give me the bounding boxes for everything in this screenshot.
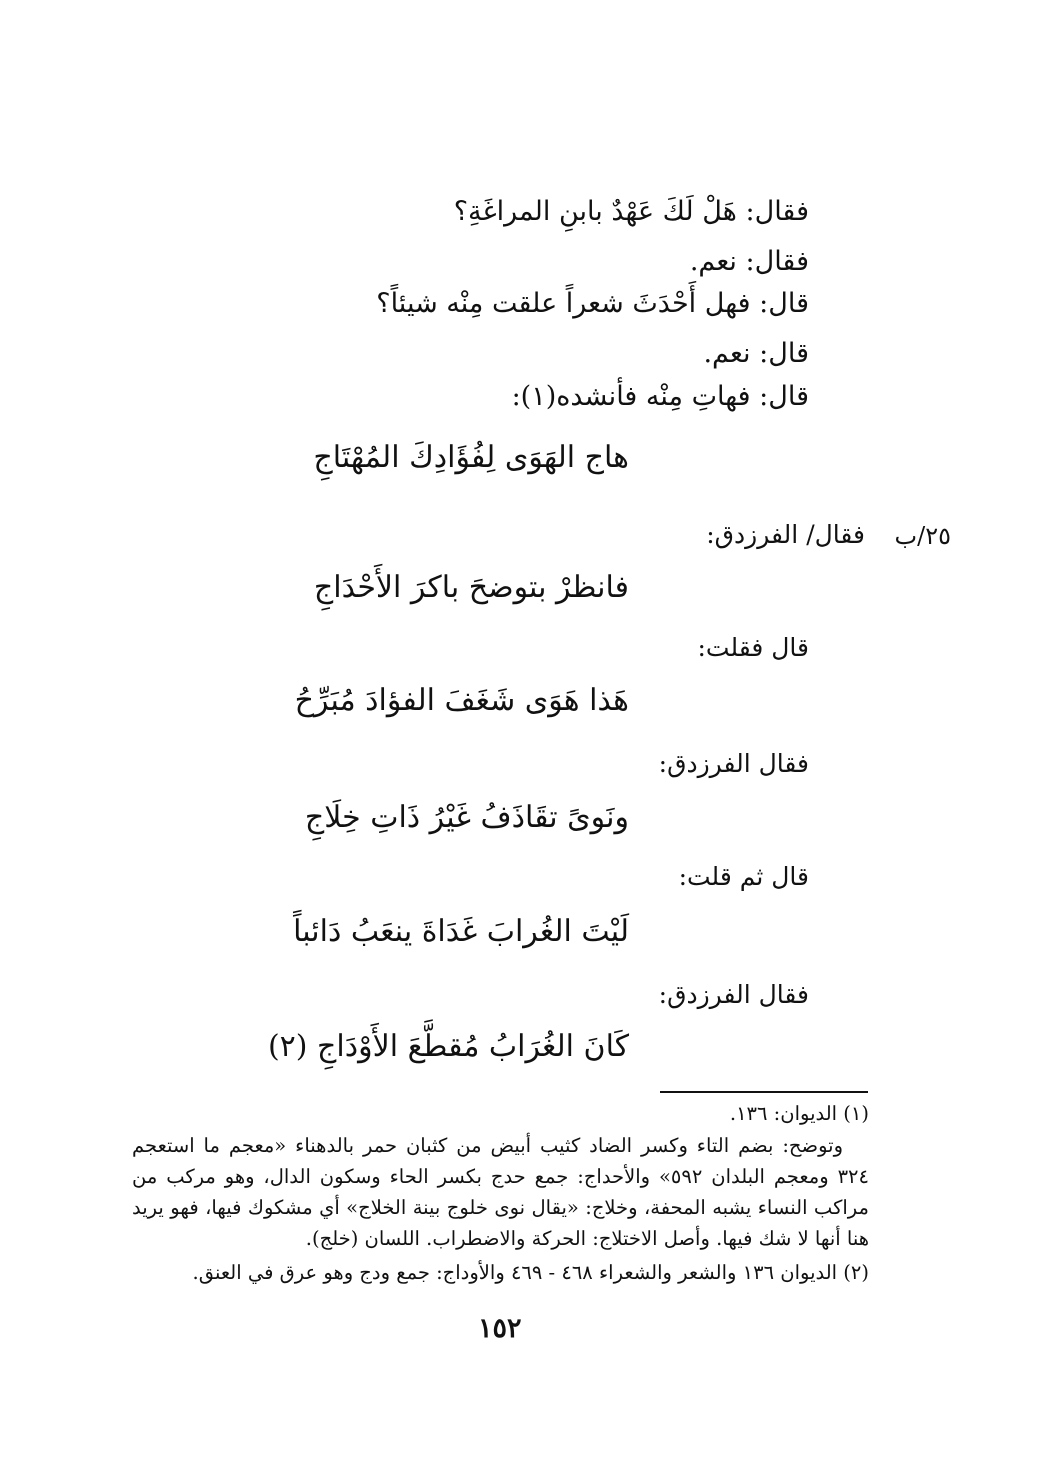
footnote-1: (١) الديوان: ١٣٦. <box>729 1102 869 1125</box>
margin-note: ٢٥/ب <box>894 522 951 550</box>
footnote-1-body: وتوضح: بضم التاء وكسر الضاد كثيب أبيض من كثبان حمر بالدهناء «معجم ما استعجم ٣٢٤ ومعجم البلدان ٥٩٢» والأحداج: جمع حدج بكسر الحاء وسكون الدال، وهو مركب من مراكب النساء يشبه المحفة، وخلاج: «يقال نوى خلوج بينة الخلاج» أي مشكوك فيها، فهو يريد هنا أنها لا شك فيها. وأصل الاختلاج: الحركة والاضطراب. اللسان (خلج). <box>132 1134 869 1250</box>
dialogue-line-3: قال: فهل أَحْدَثَ شعراً علقت مِنْه شيئاً؟ <box>376 288 809 319</box>
verse-5: لَيْتَ الغُرابَ غَدَاةَ ينعَبُ دَائباً <box>293 914 629 949</box>
speaker-said-i: قال فقلت: <box>697 633 809 662</box>
dialogue-line-4: قال: نعم. <box>703 338 809 369</box>
verse-6: كَانَ الغُرَابُ مُقطَّعَ الأَوْدَاجِ (٢) <box>267 1029 629 1064</box>
speaker-then-i: قال ثم قلت: <box>678 862 809 891</box>
footnote-rule <box>660 1091 868 1093</box>
dialogue-line-5: قال: فهاتِ مِنْه فأنشده(١): <box>511 381 809 412</box>
page-number: ١٥٢ <box>478 1313 522 1344</box>
verse-1: هاج الهَوَى لِفُؤَادِكَ المُهْتَاجِ <box>313 440 629 475</box>
dialogue-line-1: فقال: هَلْ لَكَ عَهْدٌ بابنِ المراغَةِ؟ <box>453 196 809 227</box>
speaker-farazdaq-1: فقال الفرزدق: <box>658 749 809 778</box>
speaker-farazdaq-2: فقال الفرزدق: <box>658 980 809 1009</box>
verse-4: ونَوىً تقَاذَفُ غَيْرُ ذَاتِ خِلَاجِ <box>304 800 629 835</box>
verse-2: فانظرْ بتوضحَ باكرَ الأَحْدَاجِ <box>313 570 629 605</box>
dialogue-line-2: فقال: نعم. <box>689 246 809 277</box>
verse-3: هَذا هَوَى شَغَفَ الفؤادَ مُبَرِّحُ <box>294 683 629 718</box>
footnote-2: (٢) الديوان ١٣٦ والشعر والشعراء ٤٦٨ - ٤٦٩ والأوداج: جمع ودج وهو عرق في العنق. <box>192 1261 869 1284</box>
speaker-farazdaq-slash: فقال/ الفرزدق: <box>706 520 865 549</box>
